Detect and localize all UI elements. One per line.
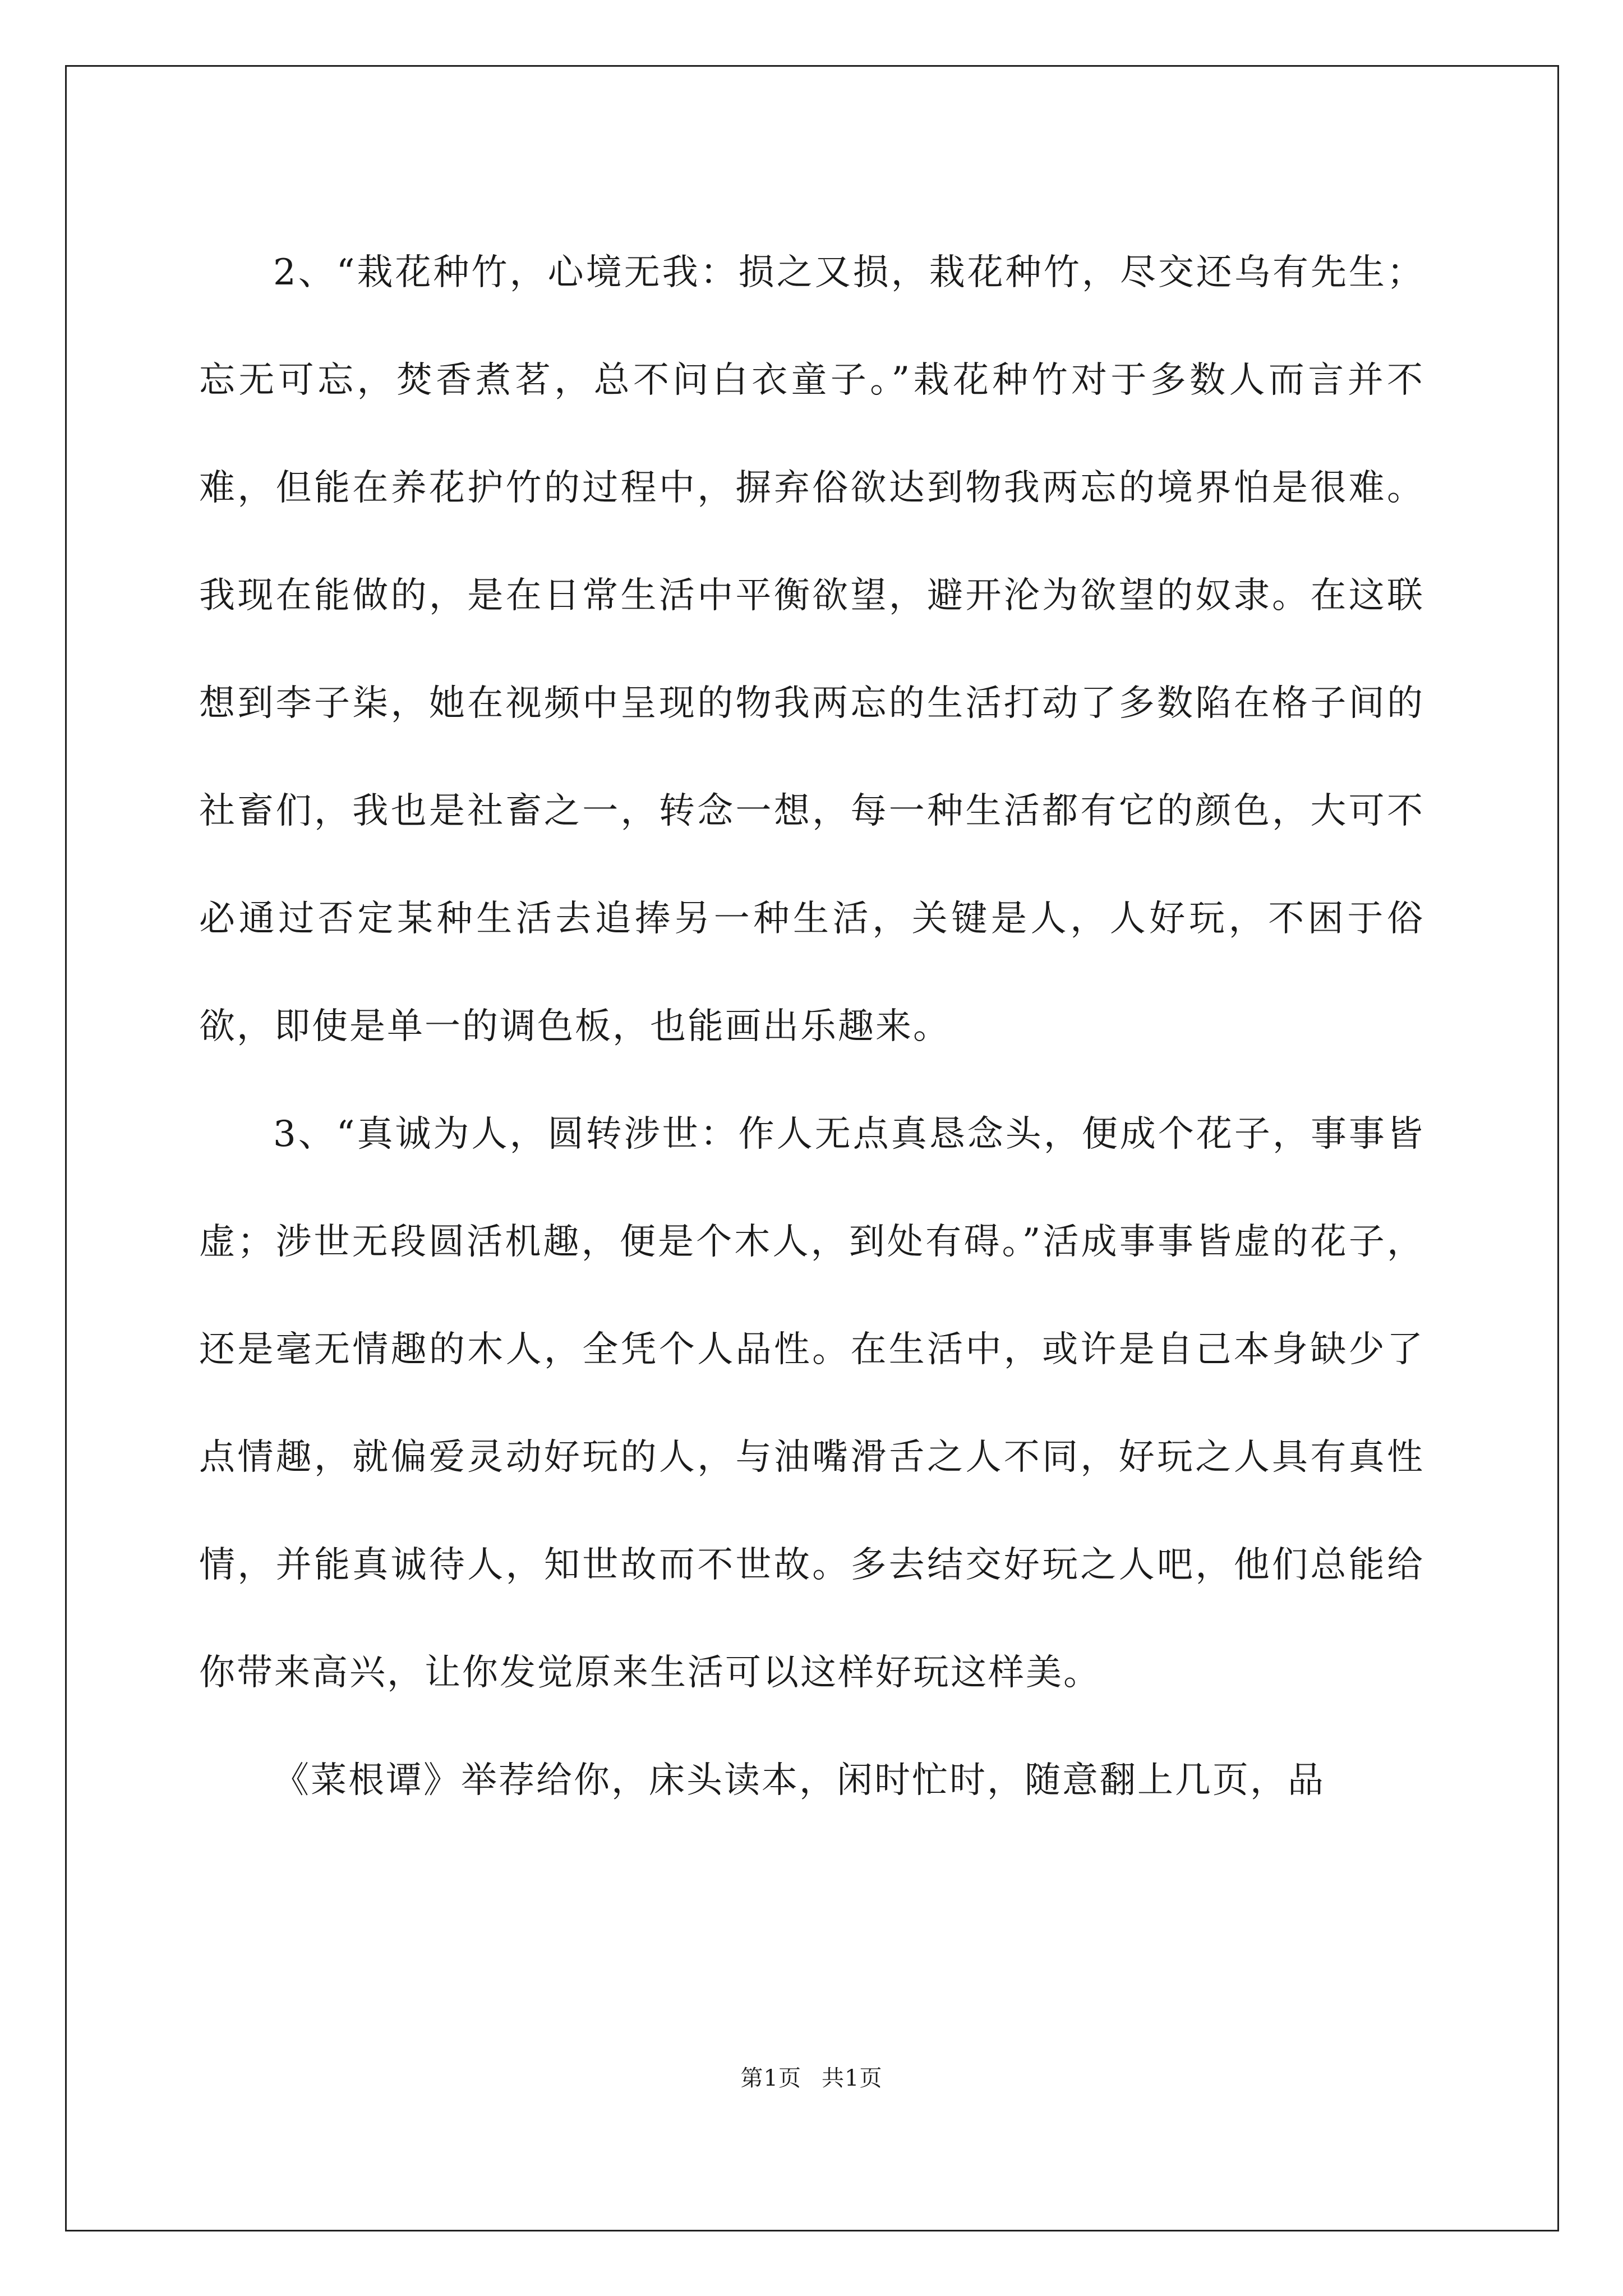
document-body <box>199 219 1424 1834</box>
page-footer <box>0 2062 1623 2095</box>
paragraph-item-2: 2、“栽花种竹，心境无我：损之又损，栽花种竹，尽交还乌有先生；忘无可忘，焚香煮茗，总不问白衣童子。”栽花种竹对于多数人而言并不难，但能在养花护竹的过程中，摒弃俗欲达到物我两忘的境界怕是很难。我现在能做的，是在日常生活中平衡欲望，避开沦为欲望的奴隶。在这联想到李子柒，她在视频中呈现的物我两忘的生活打动了多数陷在格子间的社畜们，我也是社畜之一，转念一想，每一种生活都有它的颜色，大可不必通过否定某种生活去追捧另一种生活，关键是人，人好玩，不困于俗欲，即使是单一的调色板，也能画出乐趣来。 <box>199 252 1424 1047</box>
paragraph-recommendation: 《菜根谭》举荐给你，床头读本，闲时忙时，随意翻上几页，品 <box>273 1760 1325 1801</box>
page-total: 共1页 <box>822 2065 883 2091</box>
page-number: 第1页 <box>740 2065 801 2091</box>
paragraph-item-3: 3、“真诚为人，圆转涉世：作人无点真恳念头，便成个花子，事事皆虚；涉世无段圆活机趣，便是个木人，到处有碍。”活成事事皆虚的花子，还是毫无情趣的木人，全凭个人品性。在生活中，或许是自己本身缺少了点情趣，就偏爱灵动好玩的人，与油嘴滑舌之人不同，好玩之人具有真性情，并能真诚待人，知世故而不世故。多去结交好玩之人吧，他们总能给你带来高兴，让你发觉原来生活可以这样好玩这样美。 <box>199 1114 1424 1694</box>
